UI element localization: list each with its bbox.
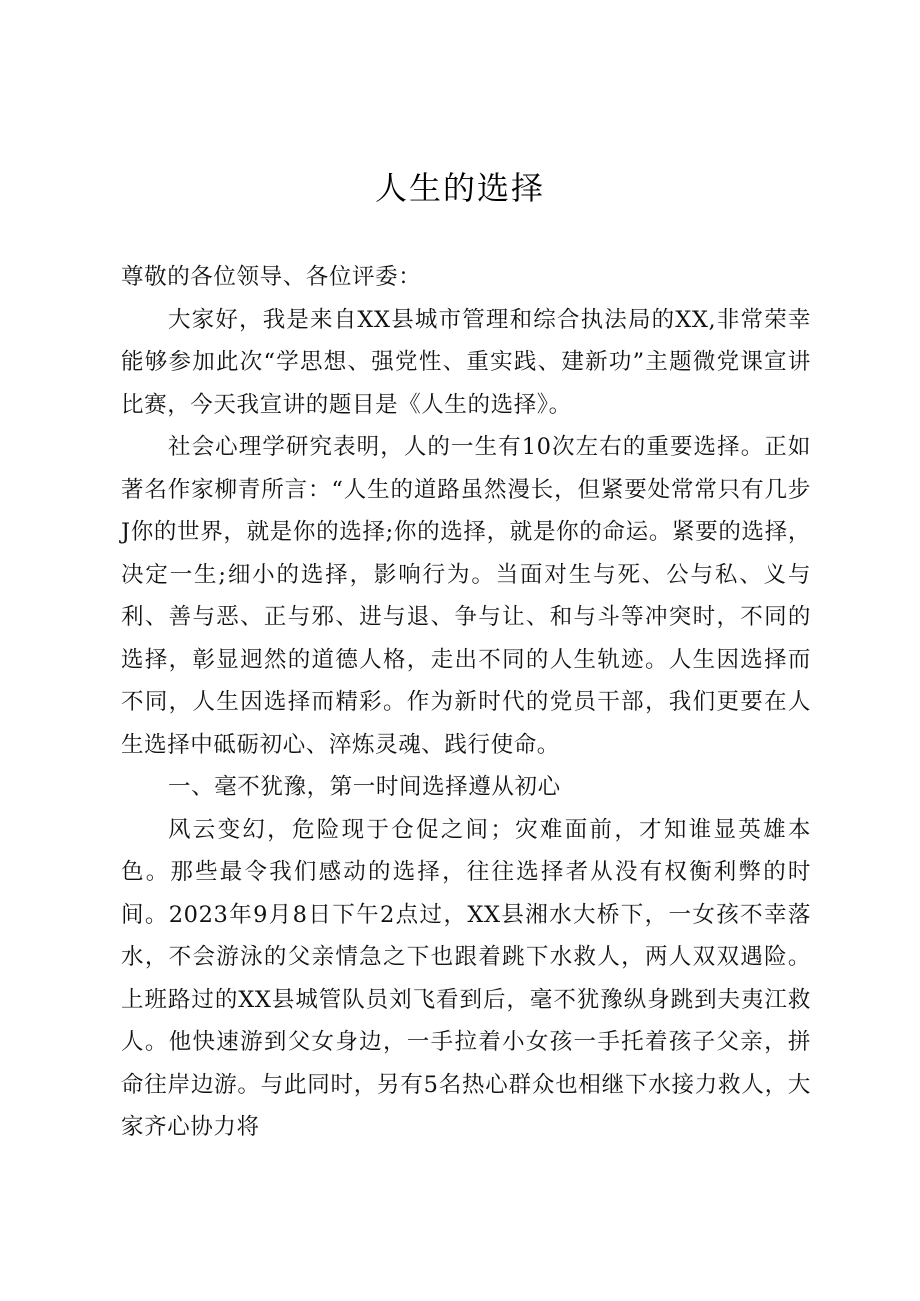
paragraph-rescue-story: 风云变幻，危险现于仓促之间；灾难面前，才知谁显英雄本色。那些最令我们感动的选择，往往选择者从没有权衡利弊的时间。2023年9月8日下午2点过，XX县湘水大桥下，一女孩不幸落水，不会游泳的父亲情急之下也跟着跳下水救人，两人双双遇险。上班路过的XX县城管队员刘飞看到后，毫不犹豫纵身跳到夫夷江救人。他快速游到父女身边，一手拉着小女孩一手托着孩子父亲，拼命往岸边游。与此同时，另有5名热心群众也相继下水接力救人，大家齐心协力将 xyxy=(121,816,811,1140)
section-heading-1: 一、毫不犹豫，第一时间选择遵从初心 xyxy=(168,774,561,800)
paragraph-choices: 社会心理学研究表明，人的一生有10次左右的重要选择。正如著名作家柳青所言：“人生的道路虽然漫长，但紧要处常常只有几步J你的世界，就是你的选择;你的选择，就是你的命运。紧要的选择，决定一生;细小的选择，影响行为。当面对生与死、公与私、义与利、善与恶、正与邪、进与退、争与让、和与斗等冲突时，不同的选择，彰显迥然的道德人格，走出不同的人生轨迹。人生因选择而不同，人生因选择而精彩。作为新时代的党员干部，我们更要在人生选择中砥砺初心、淬炼灵魂、践行使命。 xyxy=(121,434,811,758)
document-title: 人生的选择 xyxy=(374,169,545,207)
paragraph-greeting: 大家好，我是来自XX县城市管理和综合执法局的XX,非常荣幸能够参加此次“学思想、强党性、重实践、建新功”主题微党课宣讲比赛，今天我宣讲的题目是《人生的选择》。 xyxy=(121,306,811,418)
document-body xyxy=(121,256,811,1149)
salutation: 尊敬的各位领导、各位评委： xyxy=(121,264,422,290)
